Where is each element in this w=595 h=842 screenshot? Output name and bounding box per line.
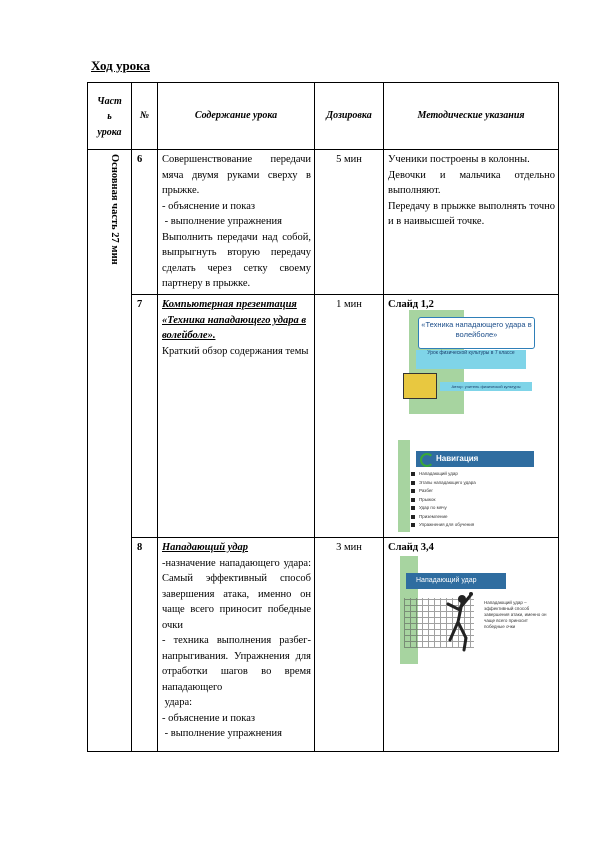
row-content <box>158 538 315 752</box>
note-title: Слайд 3,4 <box>388 542 434 553</box>
note-title: Слайд 1,2 <box>388 299 434 310</box>
table-header-row <box>88 83 559 150</box>
volleyball-player-image <box>440 592 474 652</box>
content-line: - выполнение упражнения <box>162 728 282 739</box>
slide-thumbnail-2 <box>398 440 550 532</box>
slide-nav-list <box>411 470 476 530</box>
row-content <box>158 295 315 538</box>
header-dose: Дозировка <box>315 83 384 150</box>
content-line: удара: <box>162 697 193 708</box>
content-line: - объяснение и показ <box>162 200 256 212</box>
header-part-line: ь <box>107 111 112 123</box>
volleyball-net-image <box>403 373 437 399</box>
row-notes <box>384 150 559 295</box>
note-line: Девочки и мальчика отдельно выполняют. <box>388 169 555 196</box>
slide-title: Нападающий удар <box>406 573 506 589</box>
slide-text: Нападающий удар – эффективный способ завершения атаки, именно он чаще всего приносит победные очки <box>484 600 547 629</box>
content-title: Нападающий удар <box>162 542 249 553</box>
row-number: 8 <box>132 538 158 752</box>
slide-subtitle: Урок физической культуры в 7 классе <box>416 350 526 369</box>
content-title: Компьютерная презентация «Техника нападающего удара в волейболе». <box>162 299 307 341</box>
content-line: - объяснение и показ <box>162 712 256 724</box>
nav-item: Удар по мячу <box>411 504 476 513</box>
row-number: 6 <box>132 150 158 295</box>
row-number: 7 <box>132 295 158 538</box>
content-line: - выполнение упражнения <box>162 216 282 227</box>
nav-item: Приземление <box>411 513 476 522</box>
slide-title: «Техника нападающего удара в волейболе» <box>418 317 535 349</box>
nav-item: Разбег <box>411 487 476 496</box>
content-line: Краткий обзор содержания темы <box>162 345 309 357</box>
recycle-arrow-icon <box>420 453 434 467</box>
row-dose: 1 мин <box>315 295 384 538</box>
header-notes: Методические указания <box>384 83 559 150</box>
row-dose: 5 мин <box>315 150 384 295</box>
nav-item: Упражнения для обучения <box>411 521 476 530</box>
slide-thumbnail-3 <box>400 556 555 664</box>
nav-item: Этапы нападающего удара <box>411 479 476 488</box>
slide-footer: Автор: учитель физической культуры <box>440 382 532 391</box>
lesson-plan-title: Ход урока <box>91 58 150 73</box>
table-row <box>88 150 559 295</box>
slide-accent-bar <box>398 440 410 532</box>
nav-item: Нападающий удар <box>411 470 476 479</box>
content-line: Совершенствование передачи мяча двумя руками сверху в прыжке. <box>162 154 311 196</box>
part-cell <box>88 150 132 752</box>
part-label: Основная часть 27 мин <box>109 154 120 265</box>
header-part-line: урока <box>97 126 122 138</box>
row-dose: 3 мин <box>315 538 384 752</box>
slide-title: Навигация <box>416 451 534 467</box>
note-line: Передачу в прыжке выполнять точно и в наивысшей точке. <box>388 200 555 227</box>
content-line: Выполнить передачи над собой, выпрыгнуть вторую передачу сделать через сетку своему партнеру в прыжке. <box>162 231 311 289</box>
header-part-line: Част <box>97 95 122 107</box>
header-content: Содержание урока <box>158 83 315 150</box>
slide-thumbnail-1 <box>400 310 558 414</box>
header-num: № <box>132 83 158 150</box>
content-line: - техника выполнения разбег-напрыгивания. Упражнения для отработки шагов во время нападающего <box>162 635 311 693</box>
note-line: Ученики построены в колонны. <box>388 154 530 165</box>
nav-item: Прыжок <box>411 496 476 505</box>
content-line: -назначение нападающего удара: Самый эффективный способ завершения атака, именно он чаще всего приносит победные очки <box>162 557 311 631</box>
row-content <box>158 150 315 295</box>
header-part <box>88 83 132 150</box>
